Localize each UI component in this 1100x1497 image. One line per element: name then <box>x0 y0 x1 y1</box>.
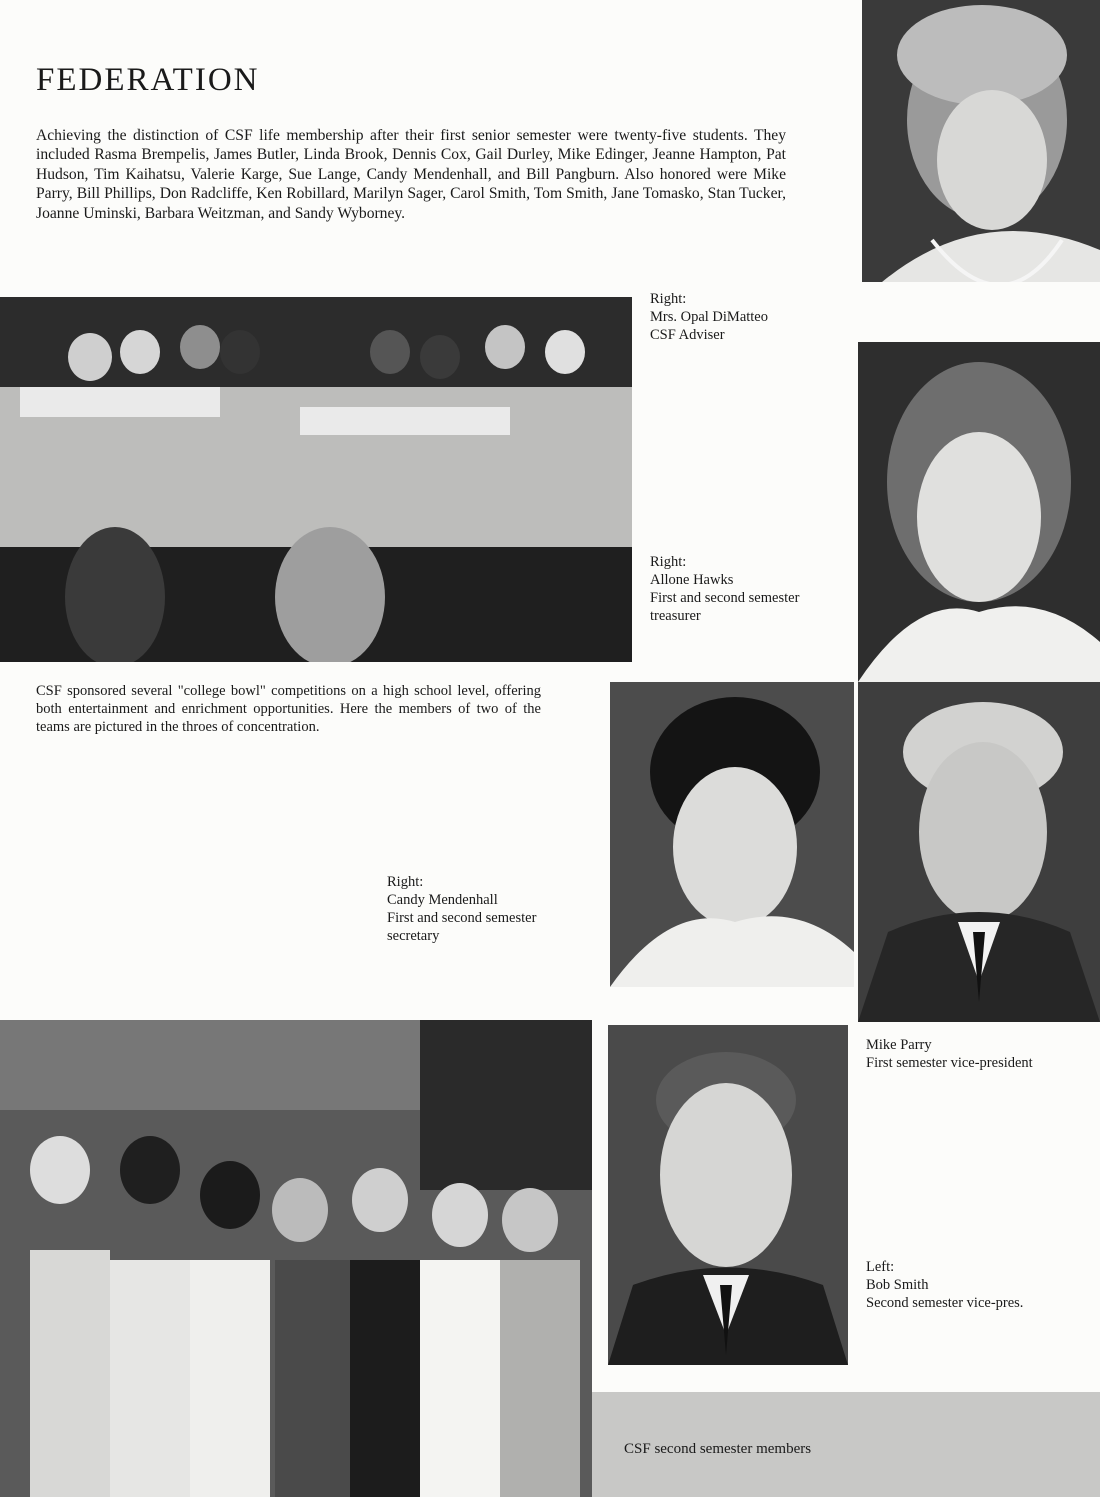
vp2-caption-role: Second semester vice-pres. <box>866 1295 1024 1311</box>
vp2-caption <box>866 1258 1096 1312</box>
secretary-caption <box>387 873 597 945</box>
page-title: FEDERATION <box>36 62 260 98</box>
group-photo <box>0 1020 592 1497</box>
treasurer-caption-role: First and second semester treasurer <box>650 590 800 624</box>
vp2-portrait <box>608 1025 848 1365</box>
adviser-caption <box>650 290 850 344</box>
secretary-caption-direction: Right: <box>387 874 424 890</box>
vp1-caption-role: First semester vice-president <box>866 1055 1033 1071</box>
secretary-portrait <box>610 682 854 987</box>
secretary-caption-role-line2: secretary <box>387 928 440 944</box>
vp2-caption-direction: Left: <box>866 1259 895 1275</box>
treasurer-caption <box>650 553 850 625</box>
vp2-caption-name: Bob Smith <box>866 1277 929 1293</box>
adviser-caption-name: Mrs. Opal DiMatteo <box>650 309 768 325</box>
adviser-caption-direction: Right: <box>650 291 687 307</box>
secretary-caption-role-line1: First and second semester <box>387 910 537 926</box>
vp1-caption-name: Mike Parry <box>866 1037 932 1053</box>
adviser-portrait <box>862 0 1100 282</box>
college-bowl-photo <box>0 297 632 662</box>
group-caption-panel <box>592 1392 1100 1497</box>
intro-paragraph: Achieving the distinction of CSF life membership after their first senior semester were twenty-five students. They included Rasma Brempelis, James Butler, Linda Brook, Dennis Cox, Gail Durley, Mike Edinger, Jeanne Hampton, Pat Hudson, Tim Kaihatsu, Valerie Karge, Sue Lange, Candy Mendenhall, and Bill Pangburn. Also honored were Mike Parry, Bill Phillips, Don Radcliffe, Ken Robillard, Marilyn Sager, Carol Smith, Tom Smith, Jane Tomasko, Stan Tucker, Joanne Uminski, Barbara Weitzman, and Sandy Wyborney. <box>36 127 786 222</box>
secretary-caption-name: Candy Mendenhall <box>387 892 498 908</box>
vp1-portrait <box>858 682 1100 1022</box>
vp1-caption <box>866 1036 1096 1072</box>
group-caption: CSF second semester members <box>624 1441 812 1457</box>
treasurer-caption-direction: Right: <box>650 554 687 570</box>
treasurer-portrait <box>858 342 1100 682</box>
college-bowl-caption: CSF sponsored several "college bowl" competitions on a high school level, offering both entertainment and enrichment opportunities. Here the members of two of the teams are pictured in the throes of concentration. <box>36 683 541 735</box>
treasurer-caption-name: Allone Hawks <box>650 572 734 588</box>
adviser-caption-role: CSF Adviser <box>650 327 725 343</box>
